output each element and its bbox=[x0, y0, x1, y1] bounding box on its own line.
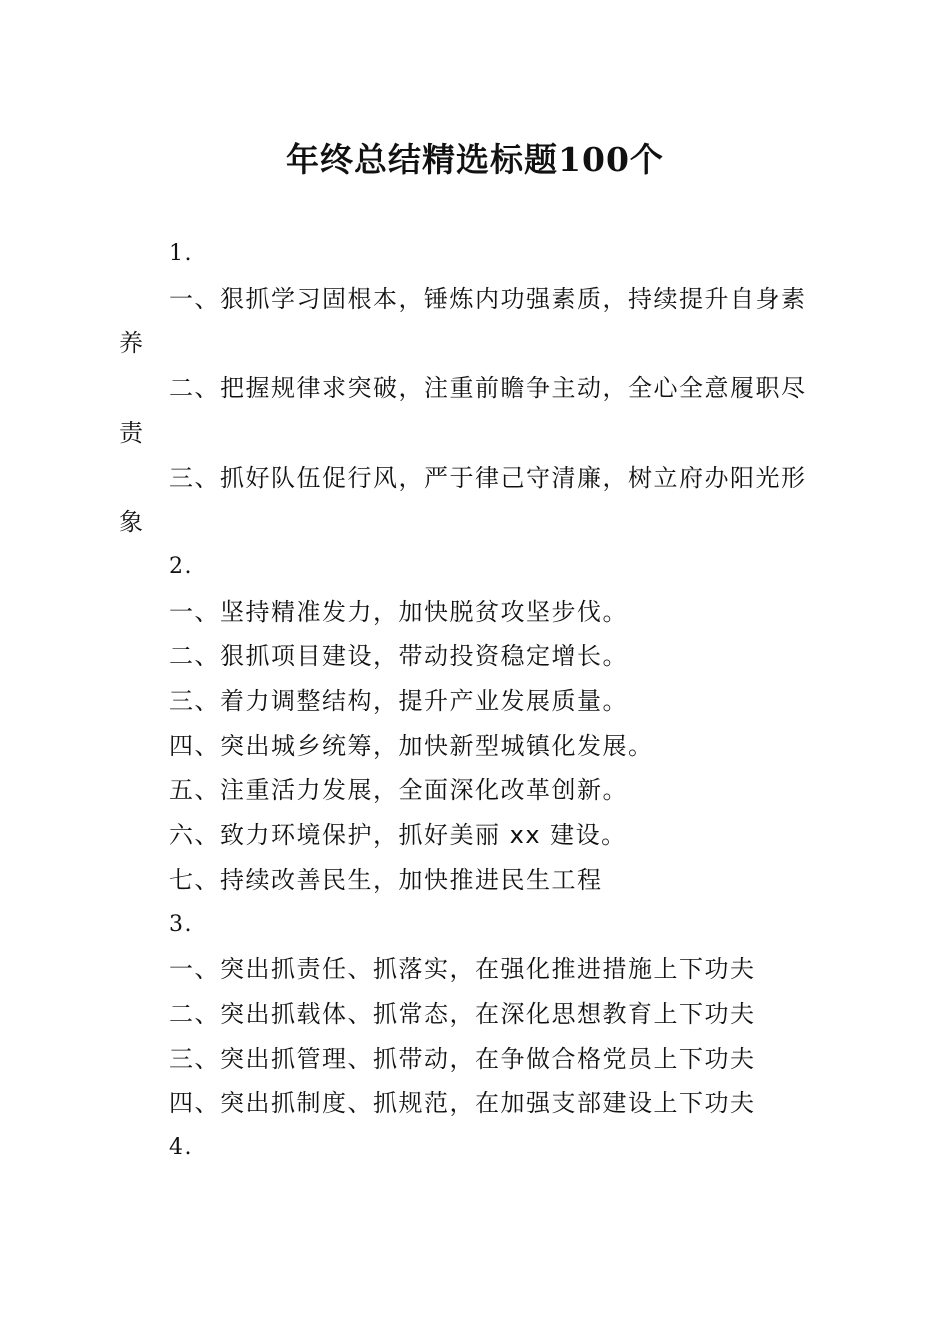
list-item: 三、着力调整结构，提升产业发展质量。 bbox=[169, 687, 628, 716]
document-title: 年终总结精选标题100个 bbox=[286, 140, 664, 179]
list-item: 四、突出抓制度、抓规范，在加强支部建设上下功夫 bbox=[169, 1089, 756, 1118]
document-body bbox=[119, 232, 825, 1171]
list-item: 二、把握规律求突破，注重前瞻争主动，全心全意履职尽责 bbox=[119, 374, 807, 447]
list-item: 三、抓好队伍促行风，严于律己守清廉，树立府办阳光形象 bbox=[119, 463, 807, 537]
list-item: 二、突出抓载体、抓常态，在深化思想教育上下功夫 bbox=[169, 999, 756, 1028]
list-item: 一、坚持精准发力，加快脱贫攻坚步伐。 bbox=[169, 597, 628, 626]
section-number: 4. bbox=[169, 1135, 193, 1161]
section-number: 1. bbox=[169, 241, 193, 266]
list-item: 六、致力环境保护，抓好美丽 xx 建设。 bbox=[169, 821, 627, 850]
list-item: 五、注重活力发展，全面深化改革创新。 bbox=[169, 776, 628, 805]
list-item: 二、狠抓项目建设，带动投资稳定增长。 bbox=[169, 642, 628, 671]
section-number: 3. bbox=[169, 911, 193, 937]
section-number: 2. bbox=[169, 553, 193, 579]
list-item: 三、突出抓管理、抓带动，在争做合格党员上下功夫 bbox=[169, 1044, 756, 1073]
list-item: 七、持续改善民生，加快推进民生工程 bbox=[169, 865, 603, 894]
list-item: 一、狠抓学习固根本，锤炼内功强素质，持续提升自身素养 bbox=[119, 284, 807, 358]
list-item: 四、突出城乡统筹，加快新型城镇化发展。 bbox=[169, 731, 654, 760]
list-item: 一、突出抓责任、抓落实，在强化推进措施上下功夫 bbox=[169, 955, 756, 984]
